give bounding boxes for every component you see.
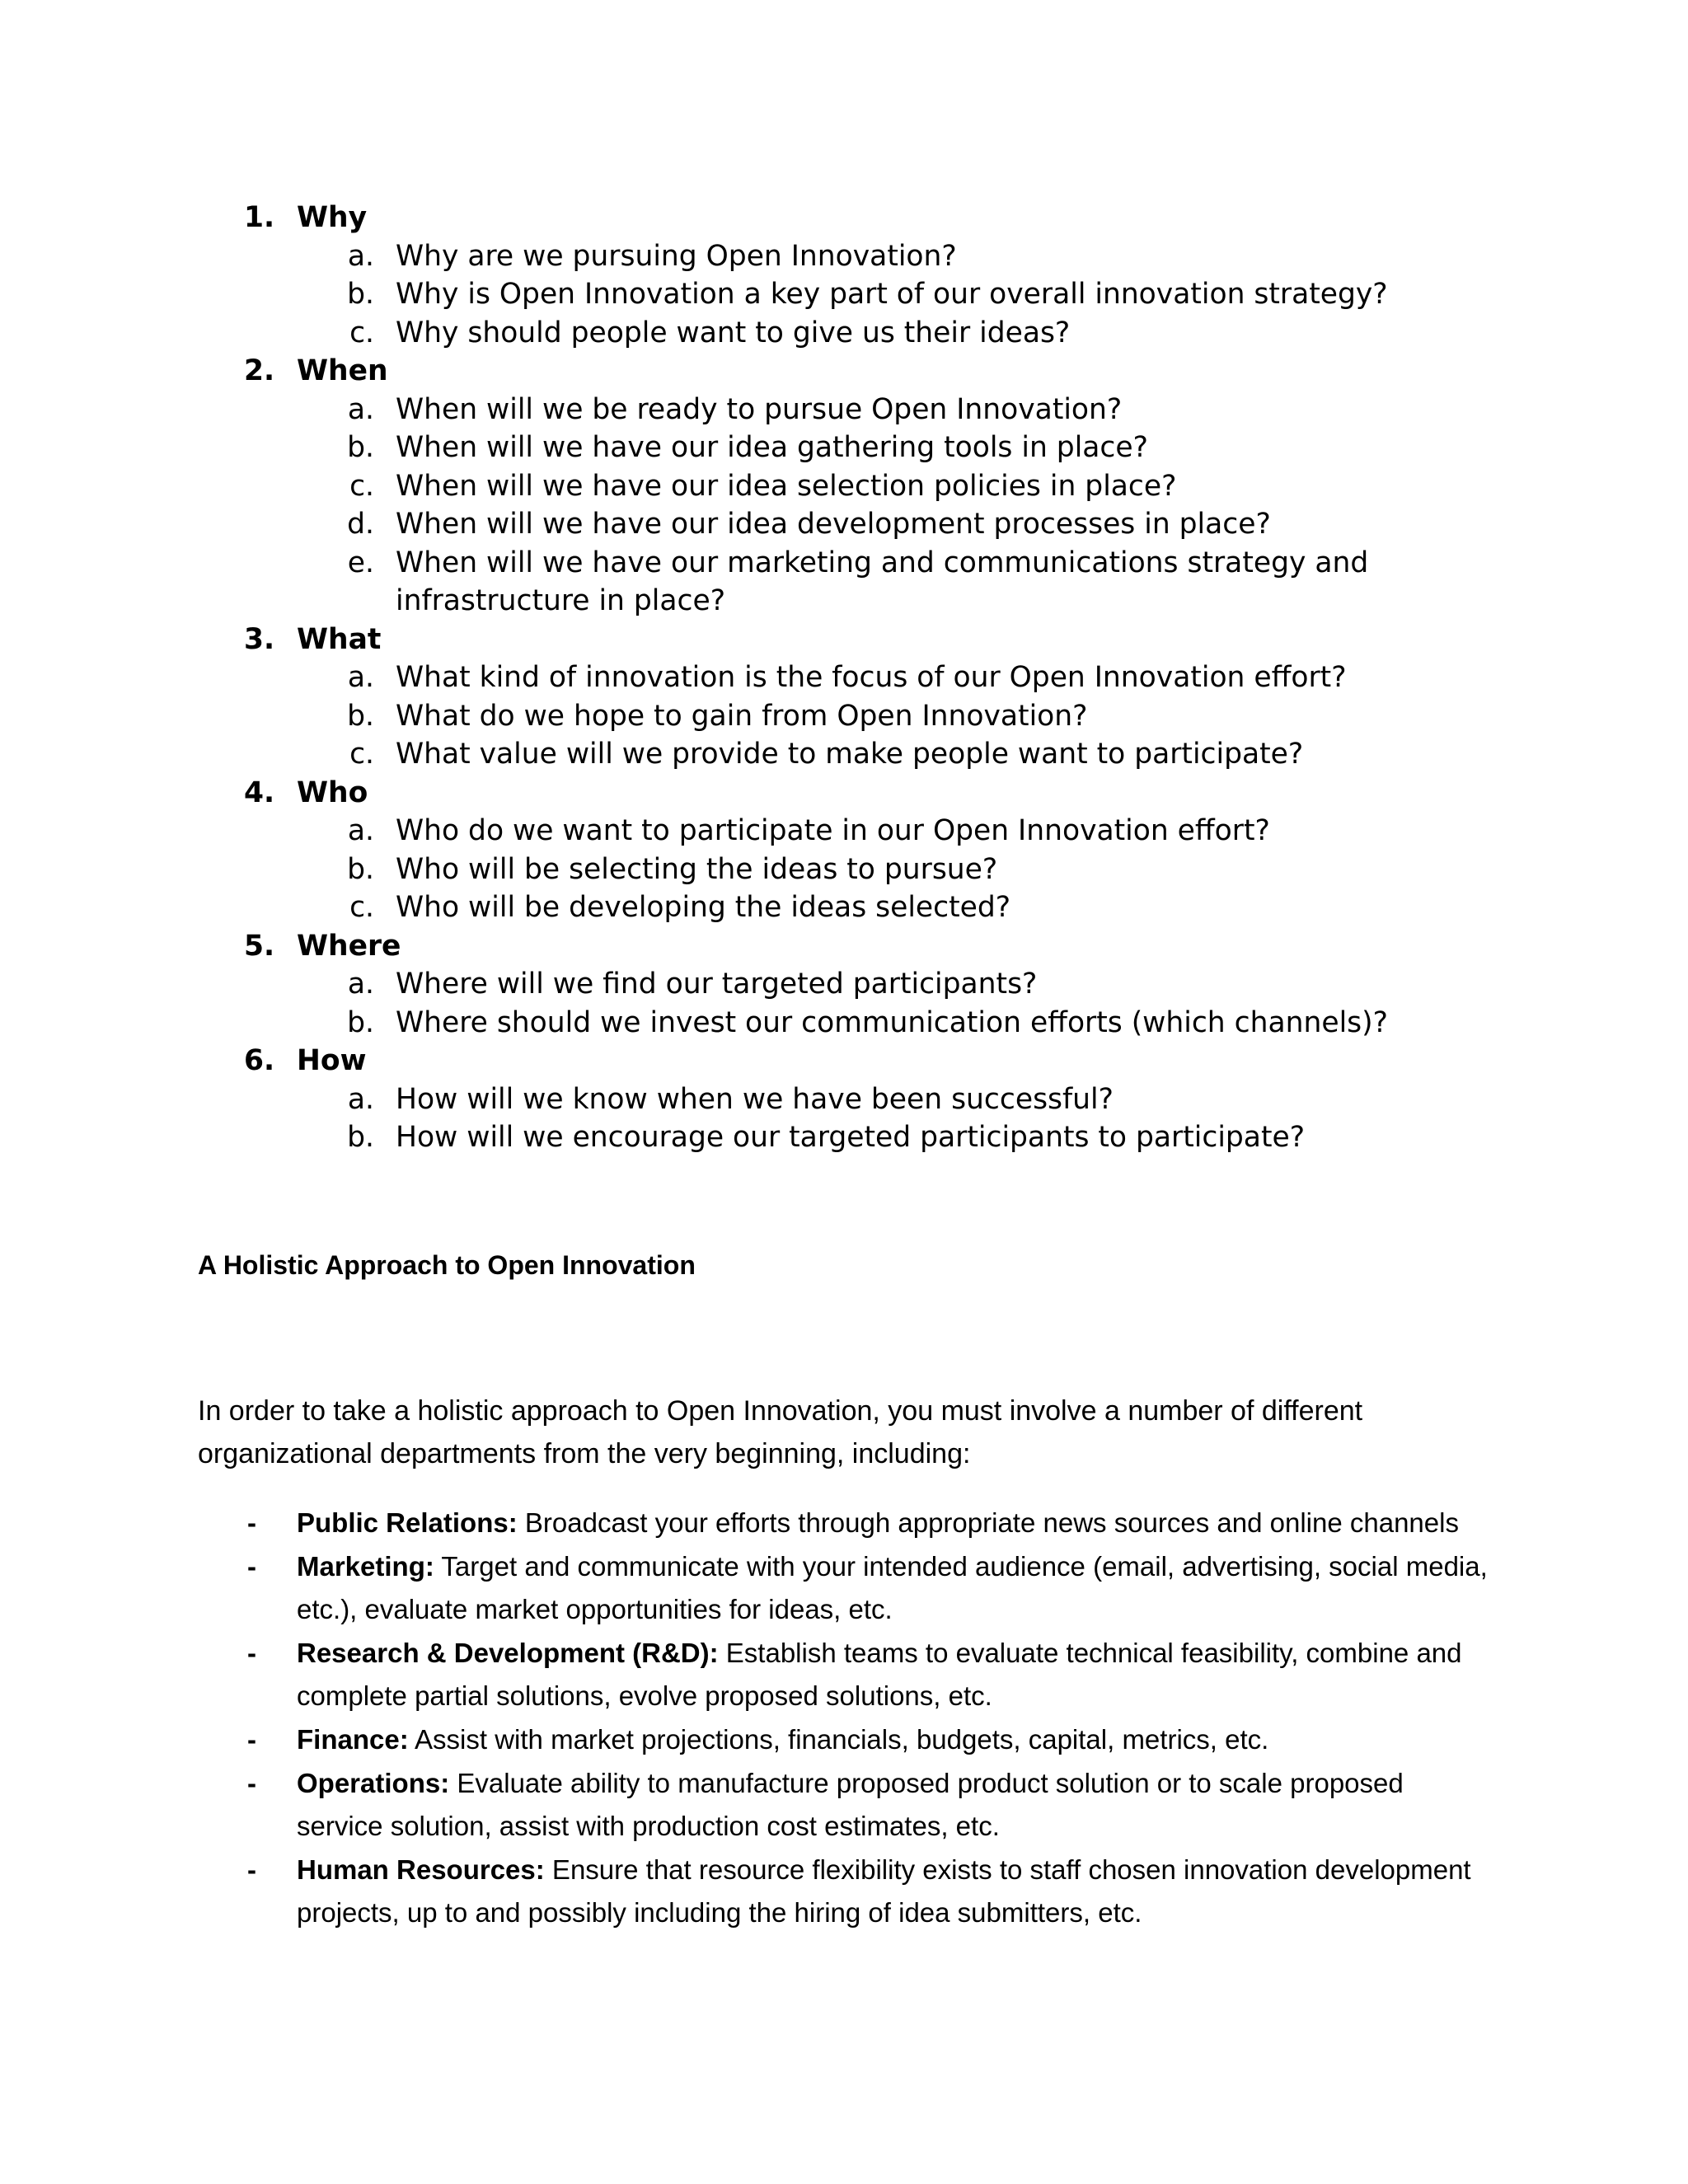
question-text: When will we have our idea gathering tools in place? <box>396 431 1148 464</box>
outline-number: 6. <box>244 1044 275 1077</box>
outline-number: 2. <box>244 354 275 387</box>
question-text: Where should we invest our communication efforts (which channels)? <box>396 1005 1388 1039</box>
department-list <box>0 1502 1688 1935</box>
question-text: infrastructure in place? <box>396 584 726 617</box>
question-text: Who will be developing the ideas selected? <box>396 891 1011 924</box>
question-text: What value will we provide to make people want to participate? <box>396 738 1304 771</box>
question-text: How will we encourage our targeted participants to participate? <box>396 1121 1306 1154</box>
dash-bullet: - <box>247 1638 256 1668</box>
question-text: Why is Open Innovation a key part of our overall innovation strategy? <box>396 278 1388 311</box>
outline-heading: Why <box>297 201 368 234</box>
outline-number: 3. <box>244 622 275 656</box>
question-text: What kind of innovation is the focus of our Open Innovation effort? <box>396 661 1347 694</box>
dash-bullet: - <box>247 1551 256 1582</box>
department-item <box>0 1718 1492 1761</box>
question-letter: b. <box>347 431 374 464</box>
department-name: Finance: <box>297 1724 409 1755</box>
question-letter: a. <box>347 814 374 847</box>
question-text: Where will we find our targeted participants? <box>396 968 1038 1001</box>
question-text: Who will be selecting the ideas to pursue? <box>396 852 998 886</box>
outline-heading: How <box>297 1044 367 1077</box>
intro-paragraph: In order to take a holistic approach to Open Innovation, you must involve a number of different organizational departments from the very beginning, including: <box>198 1395 1363 1469</box>
dash-bullet: - <box>247 1507 256 1538</box>
department-description: Evaluate ability to manufacture proposed product solution or to scale proposed service solution, assist with production cost estimates, etc. <box>297 1768 1404 1841</box>
question-letter: c. <box>349 891 374 924</box>
outline-heading: Where <box>297 929 401 963</box>
question-text: When will we have our marketing and communications strategy and <box>396 546 1369 579</box>
question-letter: b. <box>347 1005 374 1039</box>
question-letter: c. <box>349 316 374 349</box>
department-description: Target and communicate with your intended audience (email, advertising, social media, etc.), evaluate market opportunities for ideas, etc. <box>297 1551 1488 1624</box>
question-text: Who do we want to participate in our Open Innovation effort? <box>396 814 1270 847</box>
question-text: When will we be ready to pursue Open Innovation? <box>396 392 1123 426</box>
department-description: Ensure that resource flexibility exists to staff chosen innovation development projects, up to and possibly including the hiring of idea submitters, etc. <box>297 1854 1471 1928</box>
question-letter: c. <box>349 469 374 503</box>
question-letter: e. <box>347 546 374 579</box>
question-letter: b. <box>347 699 374 733</box>
question-letter: b. <box>347 852 374 886</box>
question-letter: a. <box>347 968 374 1001</box>
department-item <box>0 1632 1492 1718</box>
question-letter: a. <box>347 1082 374 1116</box>
question-letter: c. <box>349 738 374 771</box>
question-letter: d. <box>347 508 374 541</box>
department-item <box>0 1762 1492 1848</box>
section-heading: A Holistic Approach to Open Innovation <box>198 1250 696 1280</box>
department-name: Human Resources: <box>297 1854 545 1885</box>
outline-number: 4. <box>244 776 275 809</box>
question-letter: a. <box>347 239 374 273</box>
dash-bullet: - <box>247 1854 256 1885</box>
outline-number: 1. <box>244 201 275 234</box>
outline-heading: What <box>297 622 382 656</box>
question-text: When will we have our idea development processes in place? <box>396 508 1271 541</box>
question-text: What do we hope to gain from Open Innovation? <box>396 699 1088 733</box>
department-item <box>0 1545 1492 1631</box>
department-description: Broadcast your efforts through appropriate news sources and online channels <box>517 1507 1459 1538</box>
question-letter: a. <box>347 392 374 426</box>
question-text: When will we have our idea selection policies in place? <box>396 469 1177 503</box>
department-description: Establish teams to evaluate technical feasibility, combine and complete partial solutions, evolve proposed solutions, etc. <box>297 1638 1462 1711</box>
department-description: Assist with market projections, financials, budgets, capital, metrics, etc. <box>408 1724 1269 1755</box>
question-letter: b. <box>347 278 374 311</box>
outline-heading: Who <box>297 776 368 809</box>
question-text: How will we know when we have been successful? <box>396 1082 1114 1116</box>
department-item <box>0 1849 1492 1934</box>
department-name: Research & Development (R&D): <box>297 1638 719 1668</box>
question-text: Why should people want to give us their ideas? <box>396 316 1071 349</box>
question-letter: a. <box>347 661 374 694</box>
question-text: Why are we pursuing Open Innovation? <box>396 239 957 273</box>
dash-bullet: - <box>247 1768 256 1798</box>
department-item <box>0 1502 1492 1544</box>
question-letter: b. <box>347 1121 374 1154</box>
outline-number: 5. <box>244 929 275 963</box>
department-name: Operations: <box>297 1768 450 1798</box>
outline-heading: When <box>297 354 388 387</box>
dash-bullet: - <box>247 1724 256 1755</box>
department-name: Public Relations: <box>297 1507 518 1538</box>
department-name: Marketing: <box>297 1551 434 1582</box>
